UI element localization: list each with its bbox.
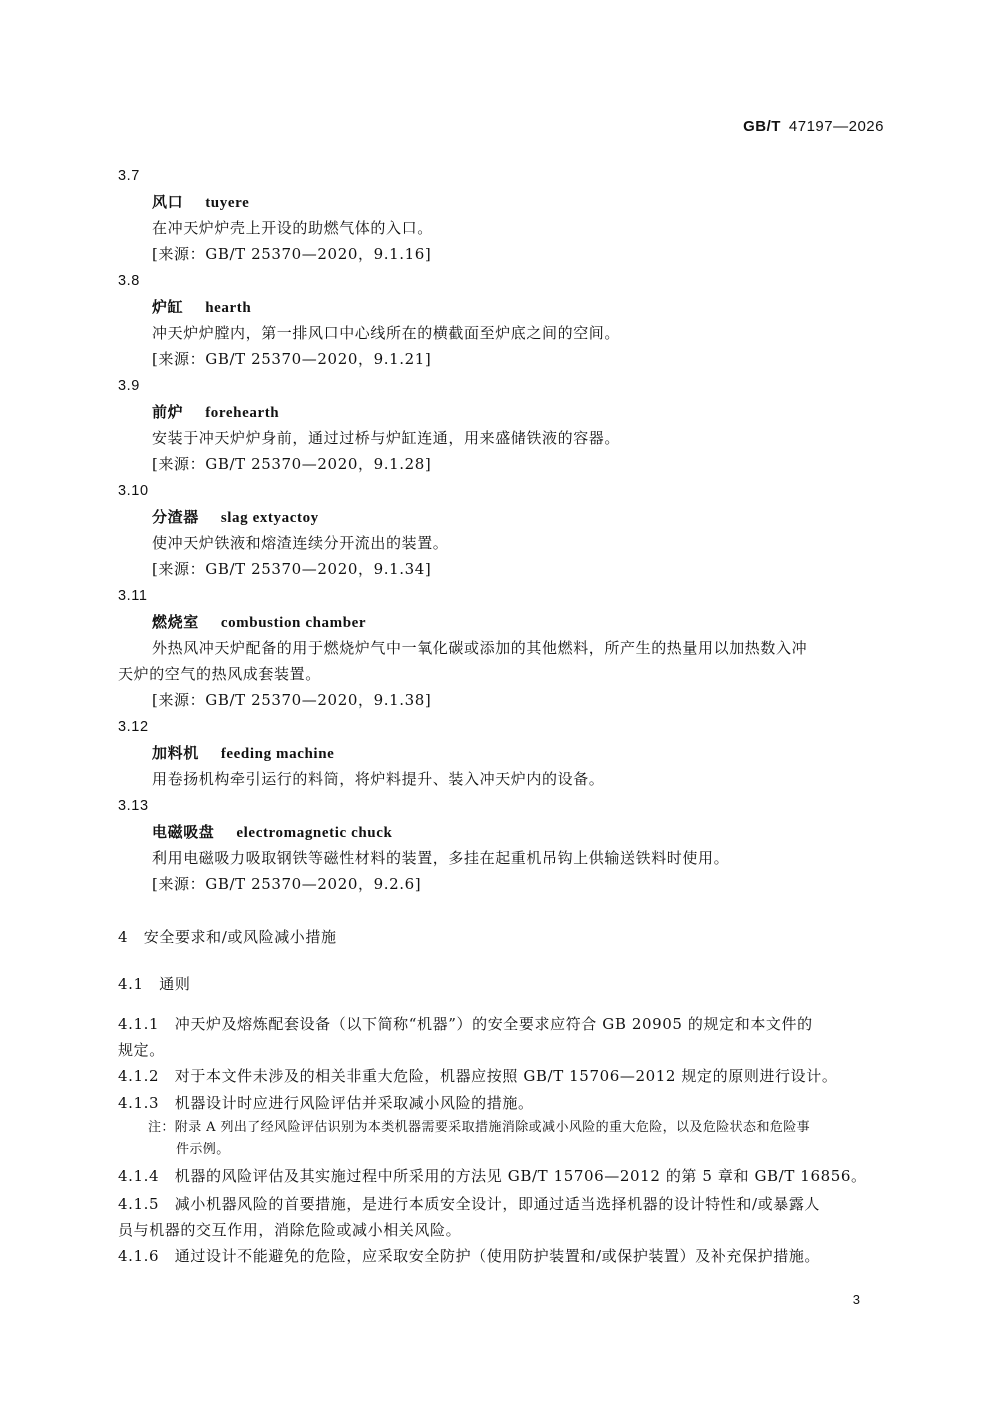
term-number: 3.11 [118, 588, 148, 604]
term-definition: 用卷扬机构牵引运行的料筒，将炉料提升、装入冲天炉内的设备。 [152, 770, 605, 788]
clause-text: 4.1.5 减小机器风险的首要措施，是进行本质安全设计，即通过适当选择机器的设计特性和/或暴露人 [118, 1195, 821, 1213]
term-title [152, 822, 392, 843]
term-definition: 利用电磁吸力吸取钢铁等磁性材料的装置，多挂在起重机吊钩上供输送铁料时使用。 [152, 849, 730, 867]
term-title [152, 402, 279, 423]
section-heading: 4 安全要求和/或风险减小措施 [118, 928, 337, 946]
clause-text: 4.1.4 机器的风险评估及其实施过程中所采用的方法见 GB/T 15706—2012 的第 5 章和 GB/T 16856。 [118, 1167, 867, 1185]
term-number: 3.13 [118, 798, 149, 814]
term-title [152, 612, 366, 633]
clause-text: 4.1.1 冲天炉及熔炼配套设备（以下简称“机器”）的安全要求应符合 GB 20905 的规定和本文件的 [118, 1015, 813, 1033]
term-number: 3.12 [118, 719, 149, 735]
term-title [152, 192, 249, 213]
note-text: 注：附录 A 列出了经风险评估识别为本类机器需要采取措施消除或减小风险的重大危险，以及危险状态和危险事 [148, 1120, 811, 1135]
term-number: 3.9 [118, 378, 140, 394]
term-definition: 冲天炉炉膛内，第一排风口中心线所在的横截面至炉底之间的空间。 [152, 324, 621, 342]
term-chinese: 燃烧室 [152, 613, 199, 631]
term-source: [来源：GB/T 25370—2020，9.1.38] [152, 691, 432, 709]
term-english: electromagnetic chuck [236, 825, 393, 841]
term-source: [来源：GB/T 25370—2020，9.1.34] [152, 560, 432, 578]
term-number: 3.7 [118, 168, 140, 184]
term-source: [来源：GB/T 25370—2020，9.1.28] [152, 455, 432, 473]
standard-number: 47197—2026 [788, 118, 884, 135]
clause-text: 4.1.2 对于本文件未涉及的相关非重大危险，机器应按照 GB/T 15706—2012 规定的原则进行设计。 [118, 1067, 838, 1085]
term-english: combustion chamber [220, 615, 367, 631]
standard-prefix: GB/T [743, 118, 781, 135]
clause-text: 规定。 [118, 1041, 165, 1059]
term-chinese: 电磁吸盘 [152, 823, 215, 841]
term-definition: 天炉的空气的热风成套装置。 [118, 665, 321, 683]
term-title [152, 507, 319, 528]
clause-text: 4.1.3 机器设计时应进行风险评估并采取减小风险的措施。 [118, 1094, 534, 1112]
standard-code [743, 118, 884, 135]
clause-text: 员与机器的交互作用，消除危险或减小相关风险。 [118, 1221, 462, 1239]
term-source: [来源：GB/T 25370—2020，9.2.6] [152, 875, 422, 893]
term-source: [来源：GB/T 25370—2020，9.1.16] [152, 245, 432, 263]
term-chinese: 加料机 [152, 744, 199, 762]
page-number: 3 [852, 1292, 860, 1307]
term-english: slag extyactoy [220, 510, 319, 526]
term-chinese: 前炉 [152, 403, 184, 421]
term-chinese: 风口 [152, 193, 184, 211]
clause-text: 4.1.6 通过设计不能避免的危险，应采取安全防护（使用防护装置和/或保护装置）及补充保护措施。 [118, 1247, 821, 1265]
subsection-heading: 4.1 通则 [118, 975, 191, 993]
term-english: tuyere [205, 195, 250, 211]
term-source: [来源：GB/T 25370—2020，9.1.21] [152, 350, 432, 368]
term-english: forehearth [205, 405, 280, 421]
term-title [152, 297, 251, 318]
term-english: feeding machine [220, 746, 335, 762]
term-definition: 安装于冲天炉炉身前，通过过桥与炉缸连通，用来盛储铁液的容器。 [152, 429, 621, 447]
note-text: 件示例。 [176, 1142, 230, 1157]
term-title [152, 743, 334, 764]
term-chinese: 分渣器 [152, 508, 199, 526]
term-definition: 使冲天炉铁液和熔渣连续分开流出的装置。 [152, 534, 449, 552]
term-number: 3.10 [118, 483, 149, 499]
term-definition: 在冲天炉炉壳上开设的助燃气体的入口。 [152, 219, 433, 237]
term-english: hearth [205, 300, 252, 316]
term-number: 3.8 [118, 273, 140, 289]
term-chinese: 炉缸 [152, 298, 184, 316]
term-definition: 外热风冲天炉配备的用于燃烧炉气中一氧化碳或添加的其他燃料，所产生的热量用以加热数入冲 [152, 639, 808, 657]
